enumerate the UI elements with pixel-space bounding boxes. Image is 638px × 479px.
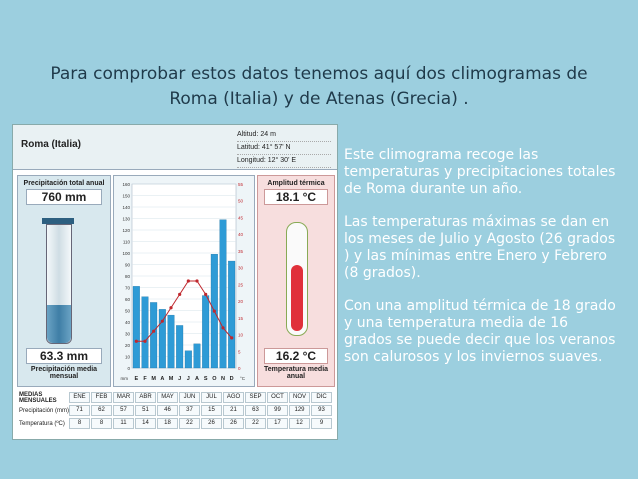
month-header-cell: JUN: [179, 392, 200, 403]
right-tick-label: 20: [238, 299, 244, 305]
left-tick-label: 150: [122, 193, 130, 199]
left-tick-label: 120: [122, 228, 130, 233]
month-header-cell: SEP: [245, 392, 266, 403]
left-tick-label: 50: [124, 308, 130, 314]
table-precip-label: Precipitación (mm): [19, 407, 70, 414]
right-tick-label: 15: [238, 315, 244, 321]
right-tick-label: 30: [238, 265, 244, 271]
paragraph-2: Las temperaturas máximas se dan en los meses de Julio y Agosto (26 grados ) y las mínimas entre Enero y Febrero (8 grados).: [344, 214, 616, 281]
right-tick-label: 5: [238, 349, 241, 355]
right-tick-label: 55: [238, 182, 244, 187]
paragraph-3: Con una amplitud térmica de 18 grado y una temperatura media de 16 grados se puede decir que los veranos son calurosos y los inviernos suaves.: [344, 298, 616, 365]
rain-gauge-water: [47, 305, 71, 343]
left-tick-label: 130: [122, 216, 130, 222]
precip-cell: 21: [223, 405, 244, 416]
table-temp-row: [17, 417, 333, 430]
precipitation-bar: [202, 296, 209, 368]
table-temp-label: Temperatura (ºC): [19, 420, 65, 427]
temperature-point: [204, 293, 207, 296]
precipitation-bar: [133, 286, 140, 368]
right-tick-label: 0: [238, 366, 241, 371]
precip-cell: 51: [135, 405, 156, 416]
left-tick-label: 100: [122, 251, 130, 256]
month-label: A: [195, 376, 199, 382]
month-label: E: [134, 376, 139, 382]
left-tick-label: 30: [124, 331, 130, 337]
left-tick-label: 90: [124, 262, 130, 268]
temperature-point: [187, 279, 190, 282]
right-tick-label: 45: [238, 215, 244, 221]
monthly-table: [17, 391, 333, 435]
temp-cell: 9: [311, 418, 332, 429]
right-tick-label: 50: [238, 198, 244, 204]
temperature-point: [178, 293, 181, 296]
thermometer-fill: [291, 265, 303, 331]
right-tick-label: 40: [238, 232, 244, 238]
left-tick-label: 60: [124, 297, 130, 302]
precipitation-bar: [142, 297, 149, 368]
month-header-cell: FEB: [91, 392, 112, 403]
left-tick-label: 0: [127, 366, 130, 371]
month-header-cell: ABR: [135, 392, 156, 403]
temperature-point: [213, 310, 216, 313]
temperature-point: [195, 279, 198, 282]
amplitude-label: Amplitud térmica: [267, 180, 325, 187]
city-name: Roma (Italia): [21, 139, 82, 150]
precipitation-bar: [194, 344, 201, 368]
temp-cell: 11: [113, 418, 134, 429]
left-tick-label: 160: [122, 182, 130, 187]
precip-cell: 37: [179, 405, 200, 416]
month-label: O: [212, 376, 217, 382]
precip-cell: 93: [311, 405, 332, 416]
left-tick-label: 140: [122, 205, 130, 210]
coordinates: [237, 129, 331, 168]
temperature-point: [230, 336, 233, 339]
temperature-point: [161, 320, 164, 323]
total-precip-value: 760 mm: [26, 189, 102, 205]
left-tick-label: 110: [122, 239, 130, 245]
month-label: M: [151, 376, 156, 382]
month-label: D: [229, 376, 234, 382]
month-header-cell: NOV: [289, 392, 310, 403]
temp-cell: 22: [245, 418, 266, 429]
amplitude-value: 18.1 °C: [264, 189, 328, 205]
latitude: Latitud: 41° 57' N: [237, 142, 331, 155]
left-tick-label: 10: [124, 354, 130, 360]
precip-cell: 15: [201, 405, 222, 416]
temp-cell: 17: [267, 418, 288, 429]
month-header-cell: AGO: [223, 392, 244, 403]
thermometer-icon: [286, 222, 308, 336]
right-axis-unit: °C: [240, 376, 246, 381]
temp-cell: 18: [157, 418, 178, 429]
precipitation-bar: [228, 261, 235, 368]
table-header-label: MEDIAS MENSUALES: [19, 391, 57, 404]
precip-cell: 62: [91, 405, 112, 416]
temp-cell: 8: [91, 418, 112, 429]
temperature-point: [135, 340, 138, 343]
rain-gauge-icon: [46, 224, 72, 344]
table-precip-row: [17, 404, 333, 417]
month-header-cell: ENE: [69, 392, 90, 403]
left-tick-label: 20: [124, 343, 130, 348]
precipitation-panel: [17, 175, 111, 387]
temp-cell: 14: [135, 418, 156, 429]
climogram-header: [13, 125, 337, 170]
climogram-image: [12, 124, 338, 440]
temperature-panel: [257, 175, 335, 387]
right-tick-label: 25: [238, 282, 244, 288]
precipitation-bar: [176, 325, 183, 368]
month-label: N: [221, 376, 225, 382]
left-axis-unit: mm: [120, 376, 128, 381]
temp-cell: 22: [179, 418, 200, 429]
precipitation-bar: [168, 315, 175, 368]
total-precip-label: Precipitación total anual: [23, 180, 105, 187]
climogram-chart-svg: [114, 176, 254, 386]
month-header-cell: OCT: [267, 392, 288, 403]
month-label: J: [186, 376, 190, 382]
precip-cell: 63: [245, 405, 266, 416]
temp-cell: 26: [223, 418, 244, 429]
precipitation-bar: [185, 351, 192, 368]
month-label: A: [160, 376, 165, 382]
temp-cell: 8: [69, 418, 90, 429]
month-header-cell: DIC: [311, 392, 332, 403]
slide-title: [20, 62, 618, 112]
left-tick-label: 70: [124, 285, 130, 291]
precip-cell: 57: [113, 405, 134, 416]
temperature-point: [169, 306, 172, 309]
precip-cell: 129: [289, 405, 310, 416]
climogram-chart: [113, 175, 255, 387]
body-text: [344, 147, 620, 382]
precip-cell: 71: [69, 405, 90, 416]
month-header-cell: MAY: [157, 392, 178, 403]
month-label: F: [143, 376, 147, 382]
mean-temp-label: Temperatura media anual: [263, 366, 329, 380]
temperature-point: [143, 340, 146, 343]
temperature-point: [152, 330, 155, 333]
right-tick-label: 35: [238, 248, 244, 254]
precip-cell: 46: [157, 405, 178, 416]
temp-cell: 12: [289, 418, 310, 429]
monthly-precip-value: 63.3 mm: [26, 348, 102, 364]
month-label: M: [168, 376, 174, 382]
mean-temp-value: 16.2 °C: [264, 348, 328, 364]
month-header-cell: MAR: [113, 392, 134, 403]
table-header-row: [17, 391, 333, 404]
right-tick-label: 10: [238, 332, 244, 338]
longitude: Longitud: 12° 30' E: [237, 155, 331, 168]
slide-title-line-1: Para comprobar estos datos tenemos aquí dos climogramas de: [50, 64, 588, 84]
left-tick-label: 40: [124, 320, 130, 325]
precipitation-bar: [220, 220, 227, 368]
month-label: J: [178, 376, 182, 382]
paragraph-1: Este climograma recoge las temperaturas y precipitaciones totales de Roma durante un año.: [344, 147, 616, 197]
altitude: Altitud: 24 m: [237, 129, 331, 142]
left-tick-label: 80: [124, 274, 130, 279]
slide-title-line-2: Roma (Italia) y de Atenas (Grecia) .: [169, 89, 469, 109]
month-header-cell: JUL: [201, 392, 222, 403]
precip-cell: 99: [267, 405, 288, 416]
temperature-point: [221, 326, 224, 329]
precipitation-bar: [150, 302, 157, 368]
temp-cell: 26: [201, 418, 222, 429]
monthly-precip-label: Precipitación media mensual: [30, 366, 98, 380]
month-label: S: [203, 376, 208, 382]
